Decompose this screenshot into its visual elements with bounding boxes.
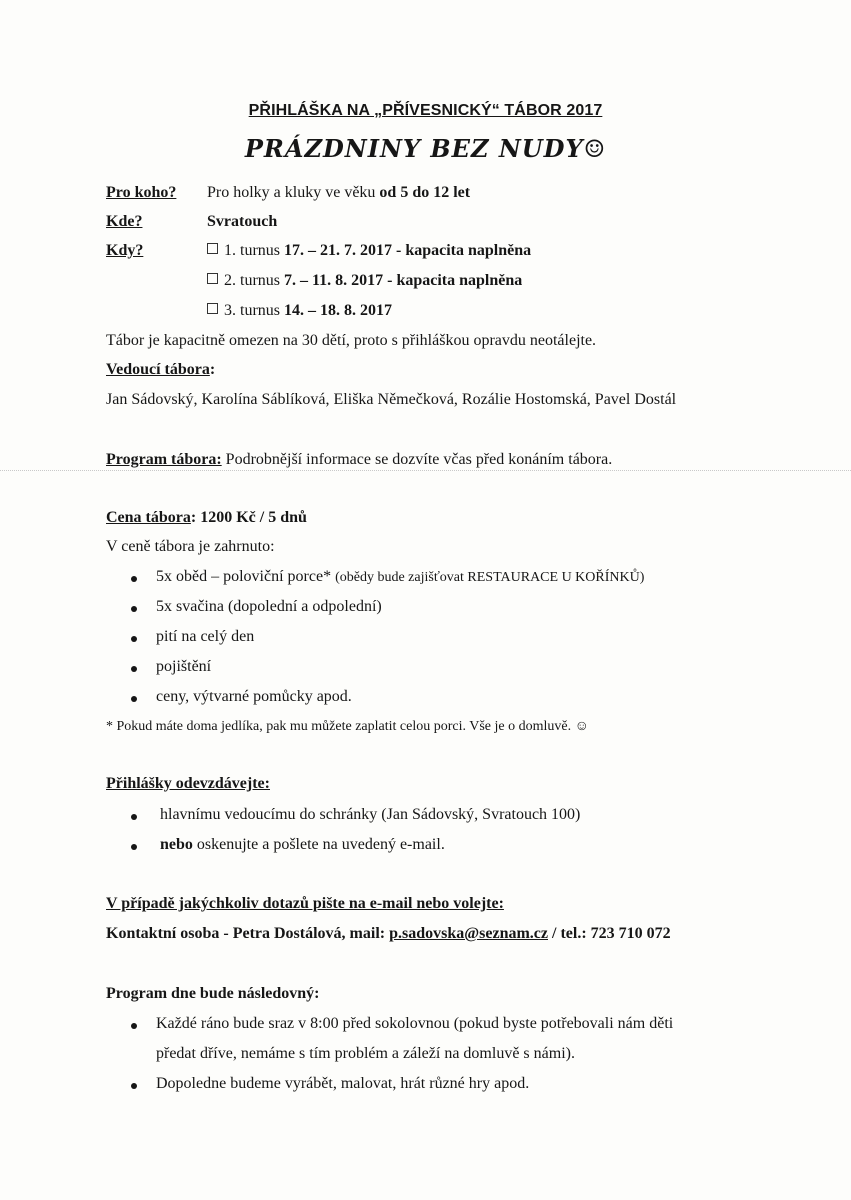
form-title: PŘIHLÁŠKA NA „PŘÍVESNICKÝ“ TÁBOR 2017 [248,102,603,119]
bullet-icon [131,636,137,642]
odevzdani-item-2-bold: nebo [160,836,193,853]
value-pro-koho [207,184,470,202]
value-kde: Svratouch [207,213,278,230]
turnus-1-checkbox[interactable] [207,243,218,254]
turnus-1-status: - kapacita naplněna [392,242,532,259]
program-dne-item-1: Každé ráno bude sraz v 8:00 před sokolovnou (pokud byste potřebovali nám děti [156,1015,674,1032]
bullet-icon [131,576,137,582]
cena-item-3: pití na celý den [156,628,255,645]
turnus-3-checkbox[interactable] [207,303,218,314]
cena-item-4: pojištění [156,658,212,675]
vedouci-label: Vedoucí tábora [106,361,210,378]
kontakt-heading: V případě jakýchkoliv dotazů pište na e-mail nebo volejte: [106,895,504,912]
bullet-icon [131,814,137,820]
turnus-2-prefix: 2. turnus [224,272,284,289]
kontakt-prefix: Kontaktní osoba - Petra Dostálová, mail: [106,925,390,942]
turnus-1 [207,242,531,260]
kontakt-line [106,925,671,943]
capacity-note: Tábor je kapacitně omezen na 30 dětí, proto s přihláškou opravdu neotálejte. [106,332,597,349]
turnus-2-status: - kapacita naplněna [383,272,523,289]
program-dne-item-1-cont: předat dříve, nemáme s tím problém a záleží na domluvě s námi). [156,1045,575,1062]
turnus-2-dates: 7. – 11. 8. 2017 [284,272,384,289]
turnus-3-dates: 14. – 18. 8. 2017 [284,302,392,319]
cena-line [106,509,307,527]
kontakt-email-link[interactable]: p.sadovska@seznam.cz [389,925,548,942]
turnus-2 [207,272,522,290]
bullet-icon [131,1083,137,1089]
program-dne-heading: Program dne bude následovný: [106,985,320,1002]
cena-label: Cena tábora [106,509,191,526]
cena-intro: V ceně tábora je zahrnuto: [106,538,275,555]
program-line [106,451,612,469]
odevzdani-label: Přihlášky odevzdávejte: [106,775,270,792]
turnus-3 [207,302,392,320]
cena-value: : 1200 Kč / 5 dnů [190,509,307,526]
form-subtitle: PRÁZDNINY BEZ NUDY☺ [244,134,607,163]
bullet-icon [131,666,137,672]
odevzdani-item-2-text: oskenujte a pošlete na uvedený e-mail. [192,836,445,853]
bullet-icon [131,606,137,612]
vedouci-names: Jan Sádovský, Karolína Sáblíková, Eliška Němečková, Rozálie Hostomská, Pavel Dostál [106,391,677,408]
turnus-1-dates: 17. – 21. 7. 2017 [284,242,392,259]
program-dne-item-2: Dopoledne budeme vyrábět, malovat, hrát různé hry apod. [156,1075,530,1092]
label-kdy: Kdy? [106,242,144,259]
cena-item-1-main: 5x oběd – poloviční porce* [156,568,336,585]
cena-item-1 [156,568,644,586]
odevzdani-item-1: hlavnímu vedoucímu do schránky (Jan Sádovský, Svratouch 100) [160,806,581,823]
value-pro-koho-text: Pro holky a kluky ve věku [207,184,380,201]
turnus-3-prefix: 3. turnus [224,302,284,319]
scan-divider [0,470,851,471]
bullet-icon [131,1023,137,1029]
cena-item-2: 5x svačina (dopolední a odpolední) [156,598,382,615]
program-text: Podrobnější informace se dozvíte včas před konáním tábora. [221,451,613,468]
label-kde: Kde? [106,213,143,230]
cena-footnote: * Pokud máte doma jedlíka, pak mu můžete zaplatit celou porci. Vše je o domluvě. ☺ [106,719,589,734]
vedouci-colon: : [209,361,216,378]
turnus-1-prefix: 1. turnus [224,242,284,259]
cena-item-5: ceny, výtvarné pomůcky apod. [156,688,352,705]
label-pro-koho: Pro koho? [106,184,177,201]
value-pro-koho-age: od 5 do 12 let [379,184,471,201]
turnus-2-checkbox[interactable] [207,273,218,284]
bullet-icon [131,696,137,702]
kontakt-phone: / tel.: 723 710 072 [548,925,671,942]
cena-item-1-note: (obědy bude zajišťovat RESTAURACE U KOŘÍNKŮ) [335,570,645,585]
bullet-icon [131,844,137,850]
odevzdani-item-2 [160,836,445,854]
program-label: Program tábora: [106,451,222,468]
vedouci-heading [106,361,215,379]
